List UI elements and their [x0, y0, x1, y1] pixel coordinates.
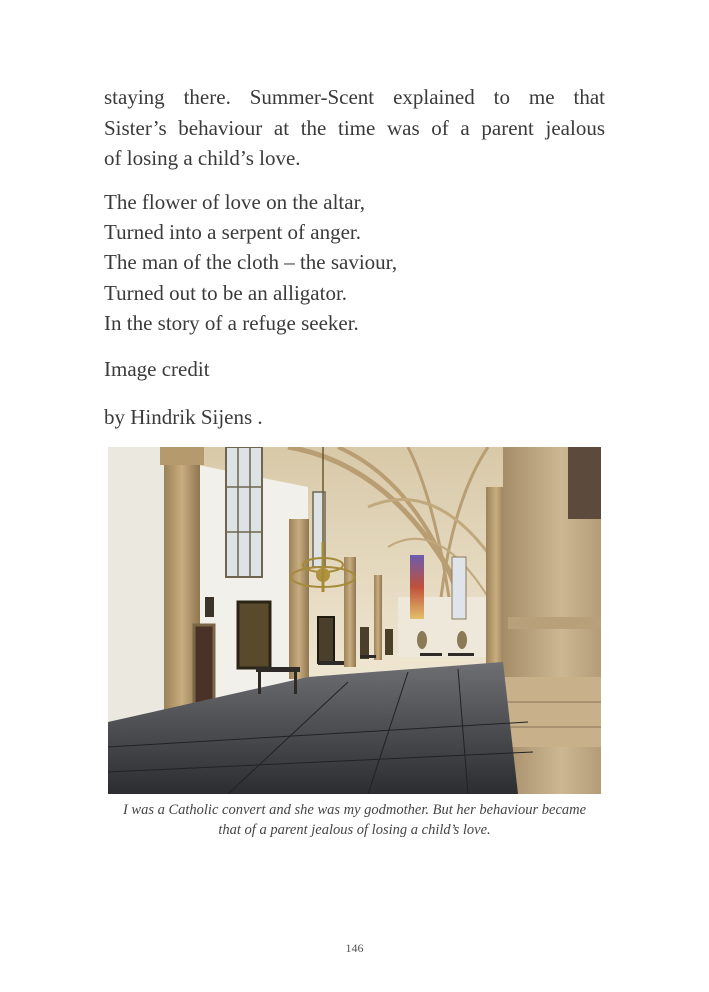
verse-line: The man of the cloth – the saviour, — [104, 250, 398, 275]
verse-line: Turned into a serpent of anger. — [104, 220, 362, 245]
verse-line: Turned out to be an alligator. — [104, 280, 348, 305]
church-interior-photo — [108, 447, 601, 794]
caption-line: that of a parent jealous of losing a child’s love. — [218, 822, 491, 838]
caption-line: I was a Catholic convert and she was my godmother. But her behaviour became — [122, 802, 587, 818]
image-caption — [104, 800, 605, 840]
body-paragraph — [104, 82, 605, 174]
paragraph-line: of losing a child’s love. — [104, 146, 301, 170]
image-credit-heading: Image credit — [104, 357, 210, 381]
image-credit-author: by Hindrik Sijens . — [104, 405, 263, 429]
verse-line: In the story of a refuge seeker. — [104, 310, 359, 335]
poem-verse — [104, 187, 397, 338]
paragraph-line: staying there. Summer-Scent explained to me that — [104, 85, 605, 109]
verse-line: The flower of love on the altar, — [104, 190, 365, 214]
paragraph-line: Sister’s behaviour at the time was of a parent jealous — [104, 115, 605, 140]
page-number: 146 — [345, 941, 364, 955]
